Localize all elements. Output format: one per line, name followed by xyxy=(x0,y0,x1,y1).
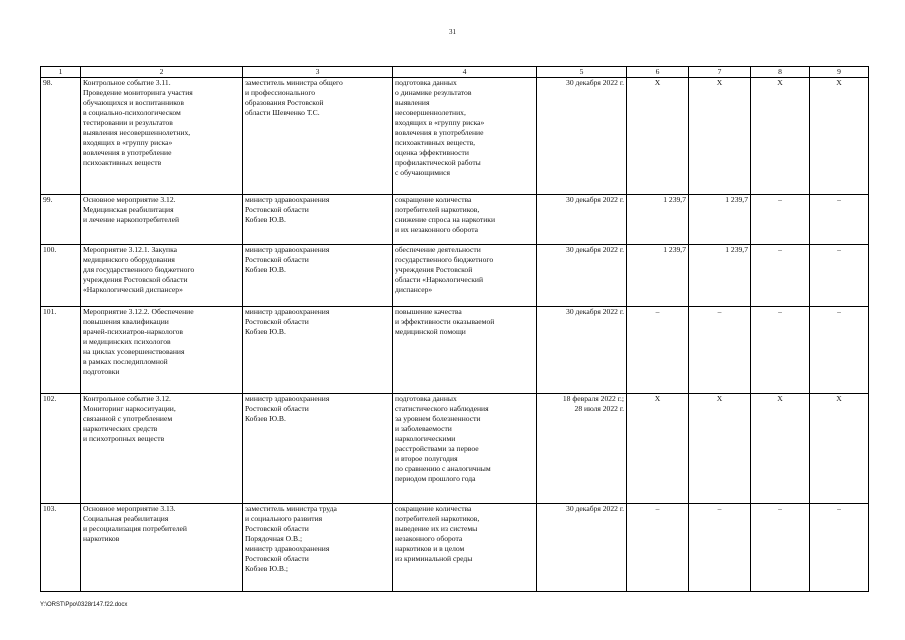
measure-name-cell-line: Проведение мониторинга участия xyxy=(83,88,193,97)
deadline-cell xyxy=(537,504,627,592)
deadline-cell-line: 30 декабря 2022 г. xyxy=(566,195,624,204)
expected-result-cell-line: периодом прошлого года xyxy=(395,474,476,483)
expected-result-cell-line: расстройствами за первое xyxy=(395,444,479,453)
expected-result-cell-line: снижение спроса на наркотики xyxy=(395,215,496,224)
measure-name-cell-line: Контрольное событие 3.11. xyxy=(83,78,171,87)
measure-name-cell-line: Мониторинг наркоситуации, xyxy=(83,404,176,413)
expected-result-cell-line: выявления xyxy=(395,98,430,107)
responsible-cell-line: Кобзев Ю.В. xyxy=(245,327,286,336)
expected-result-cell-line: подготовка данных xyxy=(395,394,457,403)
responsible-cell xyxy=(243,245,393,307)
expected-result-cell xyxy=(393,504,537,592)
expected-result-cell-line: и второе полугодия xyxy=(395,454,458,463)
measure-name-cell-line: в рамках последипломной xyxy=(83,357,168,366)
measure-name-cell-line: Медицинская реабилитация xyxy=(83,205,174,214)
expected-result-cell-line: оценка эффективности xyxy=(395,148,469,157)
measure-name-cell-line: Основное мероприятие 3.12. xyxy=(83,195,176,204)
value-cell-8: – xyxy=(751,307,810,394)
value-cell-6: – xyxy=(627,504,689,592)
expected-result-cell-line: и эффективности оказываемой xyxy=(395,317,495,326)
measure-name-cell-line: в социально-психологическом xyxy=(83,108,181,117)
measure-name-cell-line: повышения квалификации xyxy=(83,317,169,326)
measure-name-cell xyxy=(81,78,243,195)
measure-name-cell-line: входящих в «группу риска» xyxy=(83,138,173,147)
responsible-cell-line: образования Ростовской xyxy=(245,98,324,107)
responsible-cell-line: Ростовской области xyxy=(245,317,309,326)
expected-result-cell-line: повышение качества xyxy=(395,307,462,316)
responsible-cell xyxy=(243,394,393,504)
value-cell-9: – xyxy=(810,307,869,394)
value-cell-9: – xyxy=(810,195,869,245)
deadline-cell-line: 30 декабря 2022 г. xyxy=(566,307,624,316)
responsible-cell-line: Кобзев Ю.В.; xyxy=(245,564,288,573)
expected-result-cell-line: психоактивных веществ, xyxy=(395,138,476,147)
deadline-cell-line: 28 июля 2022 г. xyxy=(574,404,624,413)
deadline-cell-line: 18 февраля 2022 г.; xyxy=(562,394,624,403)
expected-result-cell-line: и заболеваемости xyxy=(395,424,452,433)
column-header: 1 xyxy=(41,67,81,78)
value-cell-7: X xyxy=(689,78,751,195)
responsible-cell-line: Ростовской области xyxy=(245,554,309,563)
measure-name-cell-line: вовлечения в употребление xyxy=(83,148,172,157)
deadline-cell-line: 30 декабря 2022 г. xyxy=(566,78,624,87)
measure-name-cell-line: учреждения Ростовской области xyxy=(83,275,188,284)
file-path-footer: Y:\ORST\Ppo\0328r147.f22.docx xyxy=(40,602,128,608)
value-cell-8: – xyxy=(751,245,810,307)
expected-result-cell-line: области «Наркологический xyxy=(395,275,484,284)
measure-name-cell-line: Мероприятие 3.12.1. Закупка xyxy=(83,245,178,254)
expected-result-cell xyxy=(393,245,537,307)
value-cell-7: 1 239,7 xyxy=(689,195,751,245)
measure-name-cell-line: и медицинских психологов xyxy=(83,337,171,346)
page-number: 31 xyxy=(449,28,456,36)
table-row xyxy=(41,307,869,394)
measure-name-cell-line: Основное мероприятие 3.13. xyxy=(83,504,176,513)
value-cell-6: X xyxy=(627,394,689,504)
responsible-cell-line: Ростовской области xyxy=(245,205,309,214)
value-cell-8: – xyxy=(751,504,810,592)
value-cell-8: X xyxy=(751,394,810,504)
responsible-cell-line: министр здравоохранения xyxy=(245,245,330,254)
measure-name-cell-line: связанной с употреблением xyxy=(83,414,173,423)
column-header: 8 xyxy=(751,67,810,78)
table-row xyxy=(41,394,869,504)
measure-name-cell-line: выявления несовершеннолетних, xyxy=(83,128,191,137)
row-number-cell: 98. xyxy=(41,78,81,195)
row-number-cell: 101. xyxy=(41,307,81,394)
column-header: 7 xyxy=(689,67,751,78)
deadline-cell xyxy=(537,307,627,394)
expected-result-cell xyxy=(393,78,537,195)
measure-name-cell xyxy=(81,245,243,307)
expected-result-cell-line: учреждения Ростовской xyxy=(395,265,473,274)
deadline-cell-line: 30 декабря 2022 г. xyxy=(566,245,624,254)
value-cell-9: – xyxy=(810,245,869,307)
expected-result-cell-line: сокращение количества xyxy=(395,195,472,204)
deadline-cell xyxy=(537,78,627,195)
expected-result-cell-line: наркологическими xyxy=(395,434,456,443)
responsible-cell-line: Ростовской области xyxy=(245,255,309,264)
expected-result-cell-line: потребителей наркотиков, xyxy=(395,514,480,523)
measure-name-cell-line: врачей-психиатров-наркологов xyxy=(83,327,184,336)
measure-name-cell xyxy=(81,394,243,504)
measure-name-cell-line: и лечение наркопотребителей xyxy=(83,215,180,224)
deadline-cell xyxy=(537,195,627,245)
measure-name-cell xyxy=(81,307,243,394)
value-cell-8: – xyxy=(751,195,810,245)
value-cell-7: 1 239,7 xyxy=(689,245,751,307)
column-header: 3 xyxy=(243,67,393,78)
expected-result-cell-line: обеспечение деятельности xyxy=(395,245,481,254)
value-cell-9: – xyxy=(810,504,869,592)
row-number-cell: 102. xyxy=(41,394,81,504)
responsible-cell-line: области Шевченко Т.С. xyxy=(245,108,320,117)
deadline-cell xyxy=(537,245,627,307)
value-cell-6: X xyxy=(627,78,689,195)
value-cell-7: X xyxy=(689,394,751,504)
expected-result-cell-line: наркотиков и в целом xyxy=(395,544,465,553)
expected-result-cell-line: несовершеннолетних, xyxy=(395,108,466,117)
measure-name-cell-line: психоактивных веществ xyxy=(83,158,162,167)
column-header: 5 xyxy=(537,67,627,78)
responsible-cell xyxy=(243,307,393,394)
measure-name-cell-line: наркотиков xyxy=(83,534,120,543)
responsible-cell xyxy=(243,504,393,592)
measure-name-cell-line: обучающихся и воспитанников xyxy=(83,98,184,107)
responsible-cell-line: Кобзев Ю.В. xyxy=(245,265,286,274)
responsible-cell-line: Ростовской области xyxy=(245,524,309,533)
value-cell-7: – xyxy=(689,504,751,592)
expected-result-cell-line: из криминальной среды xyxy=(395,554,473,563)
measure-name-cell-line: медицинского оборудования xyxy=(83,255,175,264)
measure-name-cell-line: подготовки xyxy=(83,367,120,376)
column-number-row xyxy=(41,67,869,78)
table-row xyxy=(41,78,869,195)
responsible-cell-line: и профессионального xyxy=(245,88,316,97)
responsible-cell-line: министр здравоохранения xyxy=(245,544,330,553)
measure-name-cell-line: Контрольное событие 3.12. xyxy=(83,394,171,403)
value-cell-9: X xyxy=(810,78,869,195)
measure-name-cell-line: тестировании и результатов xyxy=(83,118,173,127)
expected-result-cell-line: за уровнем болезненности xyxy=(395,414,481,423)
measure-name-cell-line: и психотропных веществ xyxy=(83,434,165,443)
measure-name-cell xyxy=(81,195,243,245)
expected-result-cell-line: подготовка данных xyxy=(395,78,457,87)
measure-name-cell-line: на циклах усовершенствования xyxy=(83,347,185,356)
expected-result-cell-line: вовлечения в употребление xyxy=(395,128,484,137)
expected-result-cell-line: потребителей наркотиков, xyxy=(395,205,480,214)
program-table xyxy=(40,66,869,592)
responsible-cell-line: заместитель министра общего xyxy=(245,78,343,87)
expected-result-cell-line: входящих в «группу риска» xyxy=(395,118,485,127)
table-row xyxy=(41,195,869,245)
responsible-cell-line: министр здравоохранения xyxy=(245,195,330,204)
value-cell-9: X xyxy=(810,394,869,504)
responsible-cell-line: Кобзев Ю.В. xyxy=(245,215,286,224)
value-cell-6: – xyxy=(627,307,689,394)
expected-result-cell-line: и их незаконного оборота xyxy=(395,225,478,234)
column-header: 4 xyxy=(393,67,537,78)
measure-name-cell-line: для государственного бюджетного xyxy=(83,265,195,274)
expected-result-cell-line: выведение их из системы xyxy=(395,524,478,533)
expected-result-cell xyxy=(393,394,537,504)
expected-result-cell-line: сокращение количества xyxy=(395,504,472,513)
expected-result-cell-line: о динамике результатов xyxy=(395,88,472,97)
measure-name-cell-line: Социальная реабилитация xyxy=(83,514,169,523)
responsible-cell-line: и социального развития xyxy=(245,514,323,523)
responsible-cell-line: министр здравоохранения xyxy=(245,307,330,316)
row-number-cell: 100. xyxy=(41,245,81,307)
measure-name-cell-line: и ресоциализация потребителей xyxy=(83,524,187,533)
responsible-cell xyxy=(243,78,393,195)
expected-result-cell-line: незаконного оборота xyxy=(395,534,463,543)
expected-result-cell-line: по сравнению с аналогичным xyxy=(395,464,491,473)
responsible-cell-line: Ростовской области xyxy=(245,404,309,413)
measure-name-cell-line: наркотических средств xyxy=(83,424,158,433)
responsible-cell-line: Порядочная О.В.; xyxy=(245,534,303,543)
value-cell-7: – xyxy=(689,307,751,394)
deadline-cell-line: 30 декабря 2022 г. xyxy=(566,504,624,513)
deadline-cell xyxy=(537,394,627,504)
value-cell-6: 1 239,7 xyxy=(627,245,689,307)
expected-result-cell-line: государственного бюджетного xyxy=(395,255,494,264)
column-header: 6 xyxy=(627,67,689,78)
value-cell-6: 1 239,7 xyxy=(627,195,689,245)
expected-result-cell xyxy=(393,307,537,394)
measure-name-cell xyxy=(81,504,243,592)
column-header: 2 xyxy=(81,67,243,78)
expected-result-cell-line: медицинской помощи xyxy=(395,327,466,336)
expected-result-cell-line: профилактической работы xyxy=(395,158,481,167)
column-header: 9 xyxy=(810,67,869,78)
expected-result-cell-line: диспансер» xyxy=(395,285,433,294)
responsible-cell-line: заместитель министра труда xyxy=(245,504,337,513)
measure-name-cell-line: Мероприятие 3.12.2. Обеспечение xyxy=(83,307,194,316)
row-number-cell: 103. xyxy=(41,504,81,592)
row-number-cell: 99. xyxy=(41,195,81,245)
measure-name-cell-line: «Наркологический диспансер» xyxy=(83,285,183,294)
expected-result-cell-line: статистического наблюдения xyxy=(395,404,489,413)
table-row xyxy=(41,504,869,592)
expected-result-cell-line: с обучающимися xyxy=(395,168,450,177)
expected-result-cell xyxy=(393,195,537,245)
responsible-cell xyxy=(243,195,393,245)
responsible-cell-line: Кобзев Ю.В. xyxy=(245,414,286,423)
value-cell-8: X xyxy=(751,78,810,195)
responsible-cell-line: министр здравоохранения xyxy=(245,394,330,403)
table-row xyxy=(41,245,869,307)
